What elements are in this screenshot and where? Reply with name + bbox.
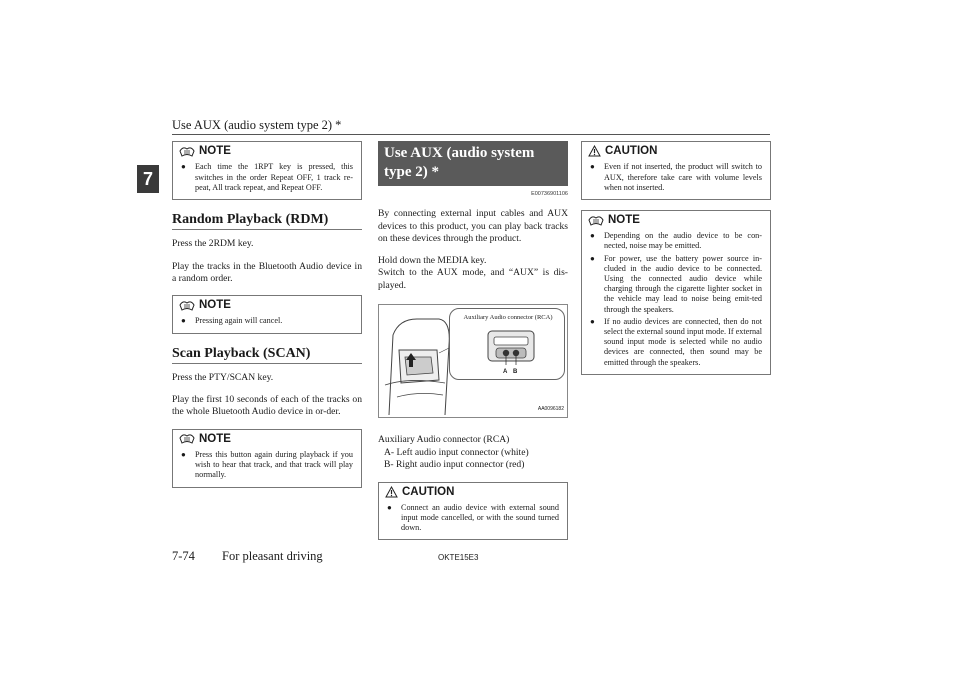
note-title: NOTE [173,296,361,314]
paragraph: Play the first 10 seconds of each of the tracks on the whole Bluetooth Audio device in or-der. [172,394,362,418]
bullet-icon: ● [590,162,595,172]
paragraph: Hold down the MEDIA key. [378,255,487,267]
figure-code: AA0096182 [537,405,564,412]
caption-title: Auxiliary Audio connector (RCA) [378,434,510,446]
connector-figure [378,304,568,418]
page-header-title: Use AUX (audio system type 2) * [172,118,342,132]
note-box-aux [581,210,771,375]
footer-doc-code: OKTE15E3 [438,553,479,562]
caution-title: CAUTION [379,483,567,501]
pin-label-b: B [513,369,518,376]
note-item: ● Pressing again will cancel. [181,316,283,326]
note-item: ● If no audio devices are connected, then do not select the external sound input mode. If external sound input mode is selected while no audio devices are connected, then sound may be emitted through the speakers. [590,316,762,367]
note-item: ● Press this button again during playback if you wish to hear that track, and that track will play normally. [181,450,353,480]
callout-label: Auxiliary Audio connector (RCA) [463,314,553,322]
paragraph: Play the tracks in the Bluetooth Audio device in a random order. [172,260,362,284]
note-title: NOTE [173,142,361,160]
column-left [172,141,362,498]
note-icon [179,433,195,444]
note-item: ● For power, use the battery power source in-cluded in the audio device to be connected. Using the connected audio device while charging through the cigarette lighter socket in the vehicle may lead to noise being emit-ted through the speakers. [590,253,762,314]
note-icon [179,300,195,311]
section-heading-scan: Scan Playback (SCAN) [172,348,362,364]
chapter-tab: 7 [137,165,159,193]
note-icon [179,146,195,157]
caution-item: ● Connect an audio device with external sound input mode cancelled, or with the sound turned down. [387,502,559,533]
section-heading-random: Random Playback (RDM) [172,214,362,230]
column-right [581,141,771,385]
bullet-icon: ● [590,231,595,241]
note-box-scan [172,429,362,488]
note-item: ● Depending on the audio device to be con-nected, noise may be emitted. [590,231,762,251]
note-item: ● Each time the 1RPT key is pressed, this switches in the order Repeat OFF, 1 track re-peat, All track repeat, and Repeat OFF. [181,162,353,192]
warning-triangle-icon [385,486,398,498]
caption-item-a: A- Left audio input connector (white) [384,446,529,458]
footer-chapter-title: For pleasant driving [222,549,323,563]
note-box-random [172,295,362,334]
bullet-icon: ● [590,253,595,263]
warning-triangle-icon [588,145,601,157]
note-icon [588,215,604,226]
caution-item: ● Even if not inserted, the product will switch to AUX, therefore take care with volume levels when not inserted. [590,162,762,192]
pin-label-a: A [503,369,508,376]
section-banner: Use AUX (audio system type 2) * [378,141,568,186]
footer-page-number: 7-74 [172,549,195,563]
paragraph: Press the PTY/SCAN key. [172,371,274,383]
caution-box-volume [581,141,771,200]
note-title: NOTE [582,211,770,229]
callout-bubble [449,308,565,380]
note-box-repeat [172,141,362,200]
note-title: NOTE [173,430,361,448]
paragraph: Switch to the AUX mode, and “AUX” is dis-played. [378,267,568,291]
paragraph: By connecting external input cables and AUX devices to this product, you can play back tracks on these devices through the product. [378,208,568,244]
figure-caption [378,434,568,472]
column-middle [378,141,568,550]
bullet-icon: ● [590,316,595,326]
banner-code: E00736901106 [531,191,568,197]
paragraph: Press the 2RDM key. [172,238,254,250]
bullet-icon: ● [181,316,186,326]
caption-item-b: B- Right audio input connector (red) [384,459,525,471]
caution-box-connect [378,482,568,541]
bullet-icon: ● [387,502,392,512]
bullet-icon: ● [181,162,186,172]
caution-title: CAUTION [582,142,770,160]
bullet-icon: ● [181,450,186,460]
header-divider [172,134,770,135]
